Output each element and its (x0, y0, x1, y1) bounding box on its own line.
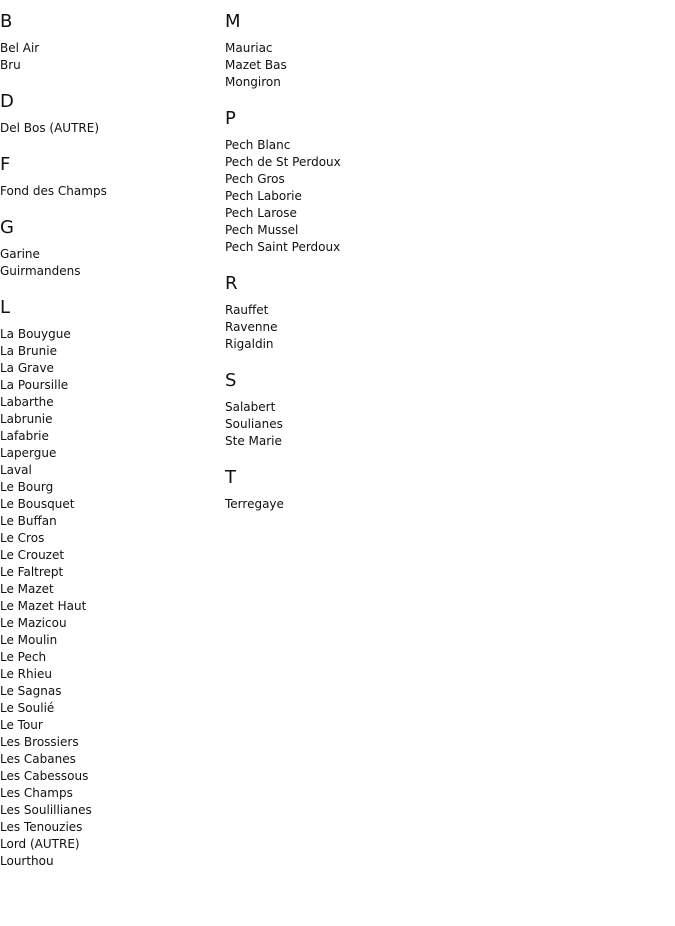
place-list-item: La Grave (0, 361, 54, 375)
place-list-item: Bru (0, 58, 21, 72)
place-list-item: Les Cabanes (0, 752, 76, 766)
place-list-item: Labrunie (0, 412, 53, 426)
place-list-item: Labarthe (0, 395, 54, 409)
place-list-item: Lourthou (0, 854, 54, 868)
place-list-item: Laval (0, 463, 32, 477)
place-list-item: Pech Larose (225, 206, 297, 220)
place-list-item: Del Bos (AUTRE) (0, 121, 100, 135)
index-section-p (225, 107, 665, 256)
place-list-item: Lafabrie (0, 429, 49, 443)
place-list-item: Mazet Bas (225, 58, 287, 72)
section-letter-heading: P (225, 108, 236, 129)
place-list-item: Fond des Champs (0, 184, 107, 198)
place-list-item: Mongiron (225, 75, 281, 89)
index-section-g (0, 216, 220, 280)
index-section-d (0, 90, 220, 137)
place-list-item: Rigaldin (225, 337, 274, 351)
place-list-item: Le Mazet Haut (0, 599, 87, 613)
place-list-item: Le Sagnas (0, 684, 62, 698)
place-list-item: Salabert (225, 400, 276, 414)
place-list (225, 302, 665, 353)
place-list-item: Rauffet (225, 303, 269, 317)
place-list-item: Guirmandens (0, 264, 81, 278)
place-list-item: Mauriac (225, 41, 273, 55)
place-list-item: Pech Blanc (225, 138, 291, 152)
index-section-s (225, 369, 665, 450)
place-list (0, 183, 220, 200)
place-list-item: Pech Mussel (225, 223, 299, 237)
place-list-item: Le Cros (0, 531, 45, 545)
place-list (225, 399, 665, 450)
place-list-item: Les Champs (0, 786, 73, 800)
place-list-item: Les Soulillianes (0, 803, 92, 817)
place-list-item: Les Cabessous (0, 769, 89, 783)
place-list-item: Le Pech (0, 650, 47, 664)
place-list-item: Pech de St Perdoux (225, 155, 341, 169)
place-list (0, 246, 220, 280)
place-list-item: Terregaye (225, 497, 284, 511)
place-list-item: Le Crouzet (0, 548, 65, 562)
place-list-item: Garine (0, 247, 40, 261)
index-column-left (0, 10, 220, 886)
place-list-item: Le Bousquet (0, 497, 75, 511)
place-list-item: Bel Air (0, 41, 40, 55)
place-list-item: Le Tour (0, 718, 43, 732)
place-list-item: Le Faltrept (0, 565, 64, 579)
place-list-item: La Bouygue (0, 327, 71, 341)
section-letter-heading: R (225, 273, 238, 294)
place-list (0, 120, 220, 137)
index-section-b (0, 10, 220, 74)
section-letter-heading: L (0, 297, 11, 318)
index-section-m (225, 10, 665, 91)
place-list-item: La Poursille (0, 378, 69, 392)
place-list-item: Le Buffan (0, 514, 57, 528)
place-list (0, 40, 220, 74)
place-list (0, 326, 220, 870)
index-section-f (0, 153, 220, 200)
place-list-item: Lord (AUTRE) (0, 837, 80, 851)
place-list-item: Lapergue (0, 446, 57, 460)
section-letter-heading: T (225, 467, 236, 488)
place-list-item: Ravenne (225, 320, 278, 334)
place-list-item: Pech Laborie (225, 189, 302, 203)
place-list-item: Pech Gros (225, 172, 285, 186)
section-letter-heading: F (0, 154, 11, 175)
index-column-right (225, 10, 665, 529)
place-list-item: Le Bourg (0, 480, 54, 494)
place-list-item: Le Mazicou (0, 616, 67, 630)
section-letter-heading: S (225, 370, 237, 391)
place-list-item: Ste Marie (225, 434, 282, 448)
place-list-item: Le Mazet (0, 582, 54, 596)
place-list (225, 40, 665, 91)
place-list-item: Le Moulin (0, 633, 58, 647)
section-letter-heading: B (0, 11, 13, 32)
index-section-t (225, 466, 665, 513)
place-list-item: Les Tenouzies (0, 820, 83, 834)
place-list-item: Le Soulié (0, 701, 55, 715)
place-list (225, 137, 665, 256)
index-section-l (0, 296, 220, 870)
place-list (225, 496, 665, 513)
section-letter-heading: D (0, 91, 14, 112)
place-list-item: Pech Saint Perdoux (225, 240, 341, 254)
section-letter-heading: G (0, 217, 14, 238)
index-section-r (225, 272, 665, 353)
place-list-item: Les Brossiers (0, 735, 79, 749)
place-list-item: Le Rhieu (0, 667, 52, 681)
section-letter-heading: M (225, 11, 241, 32)
place-list-item: Soulianes (225, 417, 283, 431)
place-list-item: La Brunie (0, 344, 57, 358)
